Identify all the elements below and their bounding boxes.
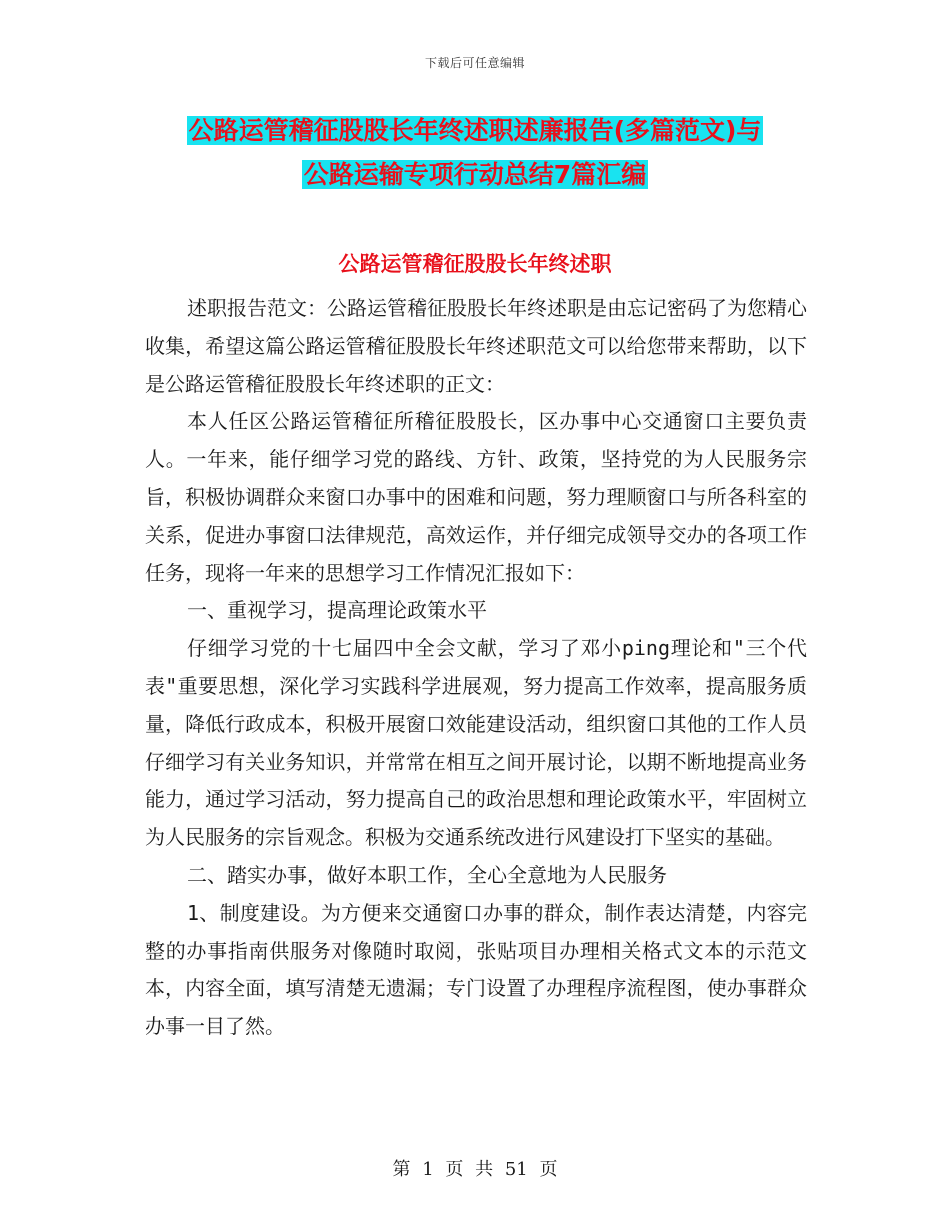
title-line-1-text: 公路运管稽征股股长年终述职述廉报告(多篇范文)与 [188,116,762,145]
page-footer: 第 1 页 共 51 页 [392,1159,558,1180]
document-title-line-1 [120,114,830,148]
document-title-line-2 [120,158,830,192]
heading-study: 一、重视学习，提高理论政策水平 [187,598,487,623]
paragraph-role: 本人任区公路运管稽征所稽征股股长，区办事中心交通窗口主要负责人。一年来，能仔细学习党的路线、方针、政策，坚持党的为人民服务宗旨，积极协调群众来窗口办事中的困难和问题，努力理顺窗口与所各科室的关系，促进办事窗口法律规范，高效运作，并仔细完成领导交办的各项工作任务，现将一年来的思想学习工作情况汇报如下： [145,409,807,585]
title-line-2-text: 公路运输专项行动总结7篇汇编 [303,160,647,189]
header-note: 下载后可任意编辑 [424,56,525,70]
paragraph-study: 仔细学习党的十七届四中全会文献，学习了邓小ping理论和"三个代表"重要思想，深化学习实践科学进展观，努力提高工作效率，提高服务质量，降低行政成本，积极开展窗口效能建设活动，组织窗口其他的工作人员仔细学习有关业务知识，并常常在相互之间开展讨论，以期不断地提高业务能力，通过学习活动，努力提高自己的政治思想和理论政策水平，牢固树立为人民服务的宗旨观念。积极为交通系统改进行风建设打下坚实的基础。 [145,636,807,850]
body-text [145,290,807,1046]
paragraph-system: 1、制度建设。为方便来交通窗口办事的群众，制作表达清楚，内容完整的办事指南供服务对像随时取阅，张贴项目办理相关格式文本的示范文本，内容全面，填写清楚无遗漏；专门设置了办理程序流程图，使办事群众办事一目了然。 [145,900,807,1039]
paragraph-intro: 述职报告范文：公路运管稽征股股长年终述职是由忘记密码了为您精心收集，希望这篇公路运管稽征股股长年终述职范文可以给您带来帮助，以下是公路运管稽征股股长年终述职的正文： [145,296,807,396]
heading-work: 二、踏实办事，做好本职工作，全心全意地为人民服务 [187,862,667,887]
section-title: 公路运管稽征股股长年终述职 [338,252,612,276]
